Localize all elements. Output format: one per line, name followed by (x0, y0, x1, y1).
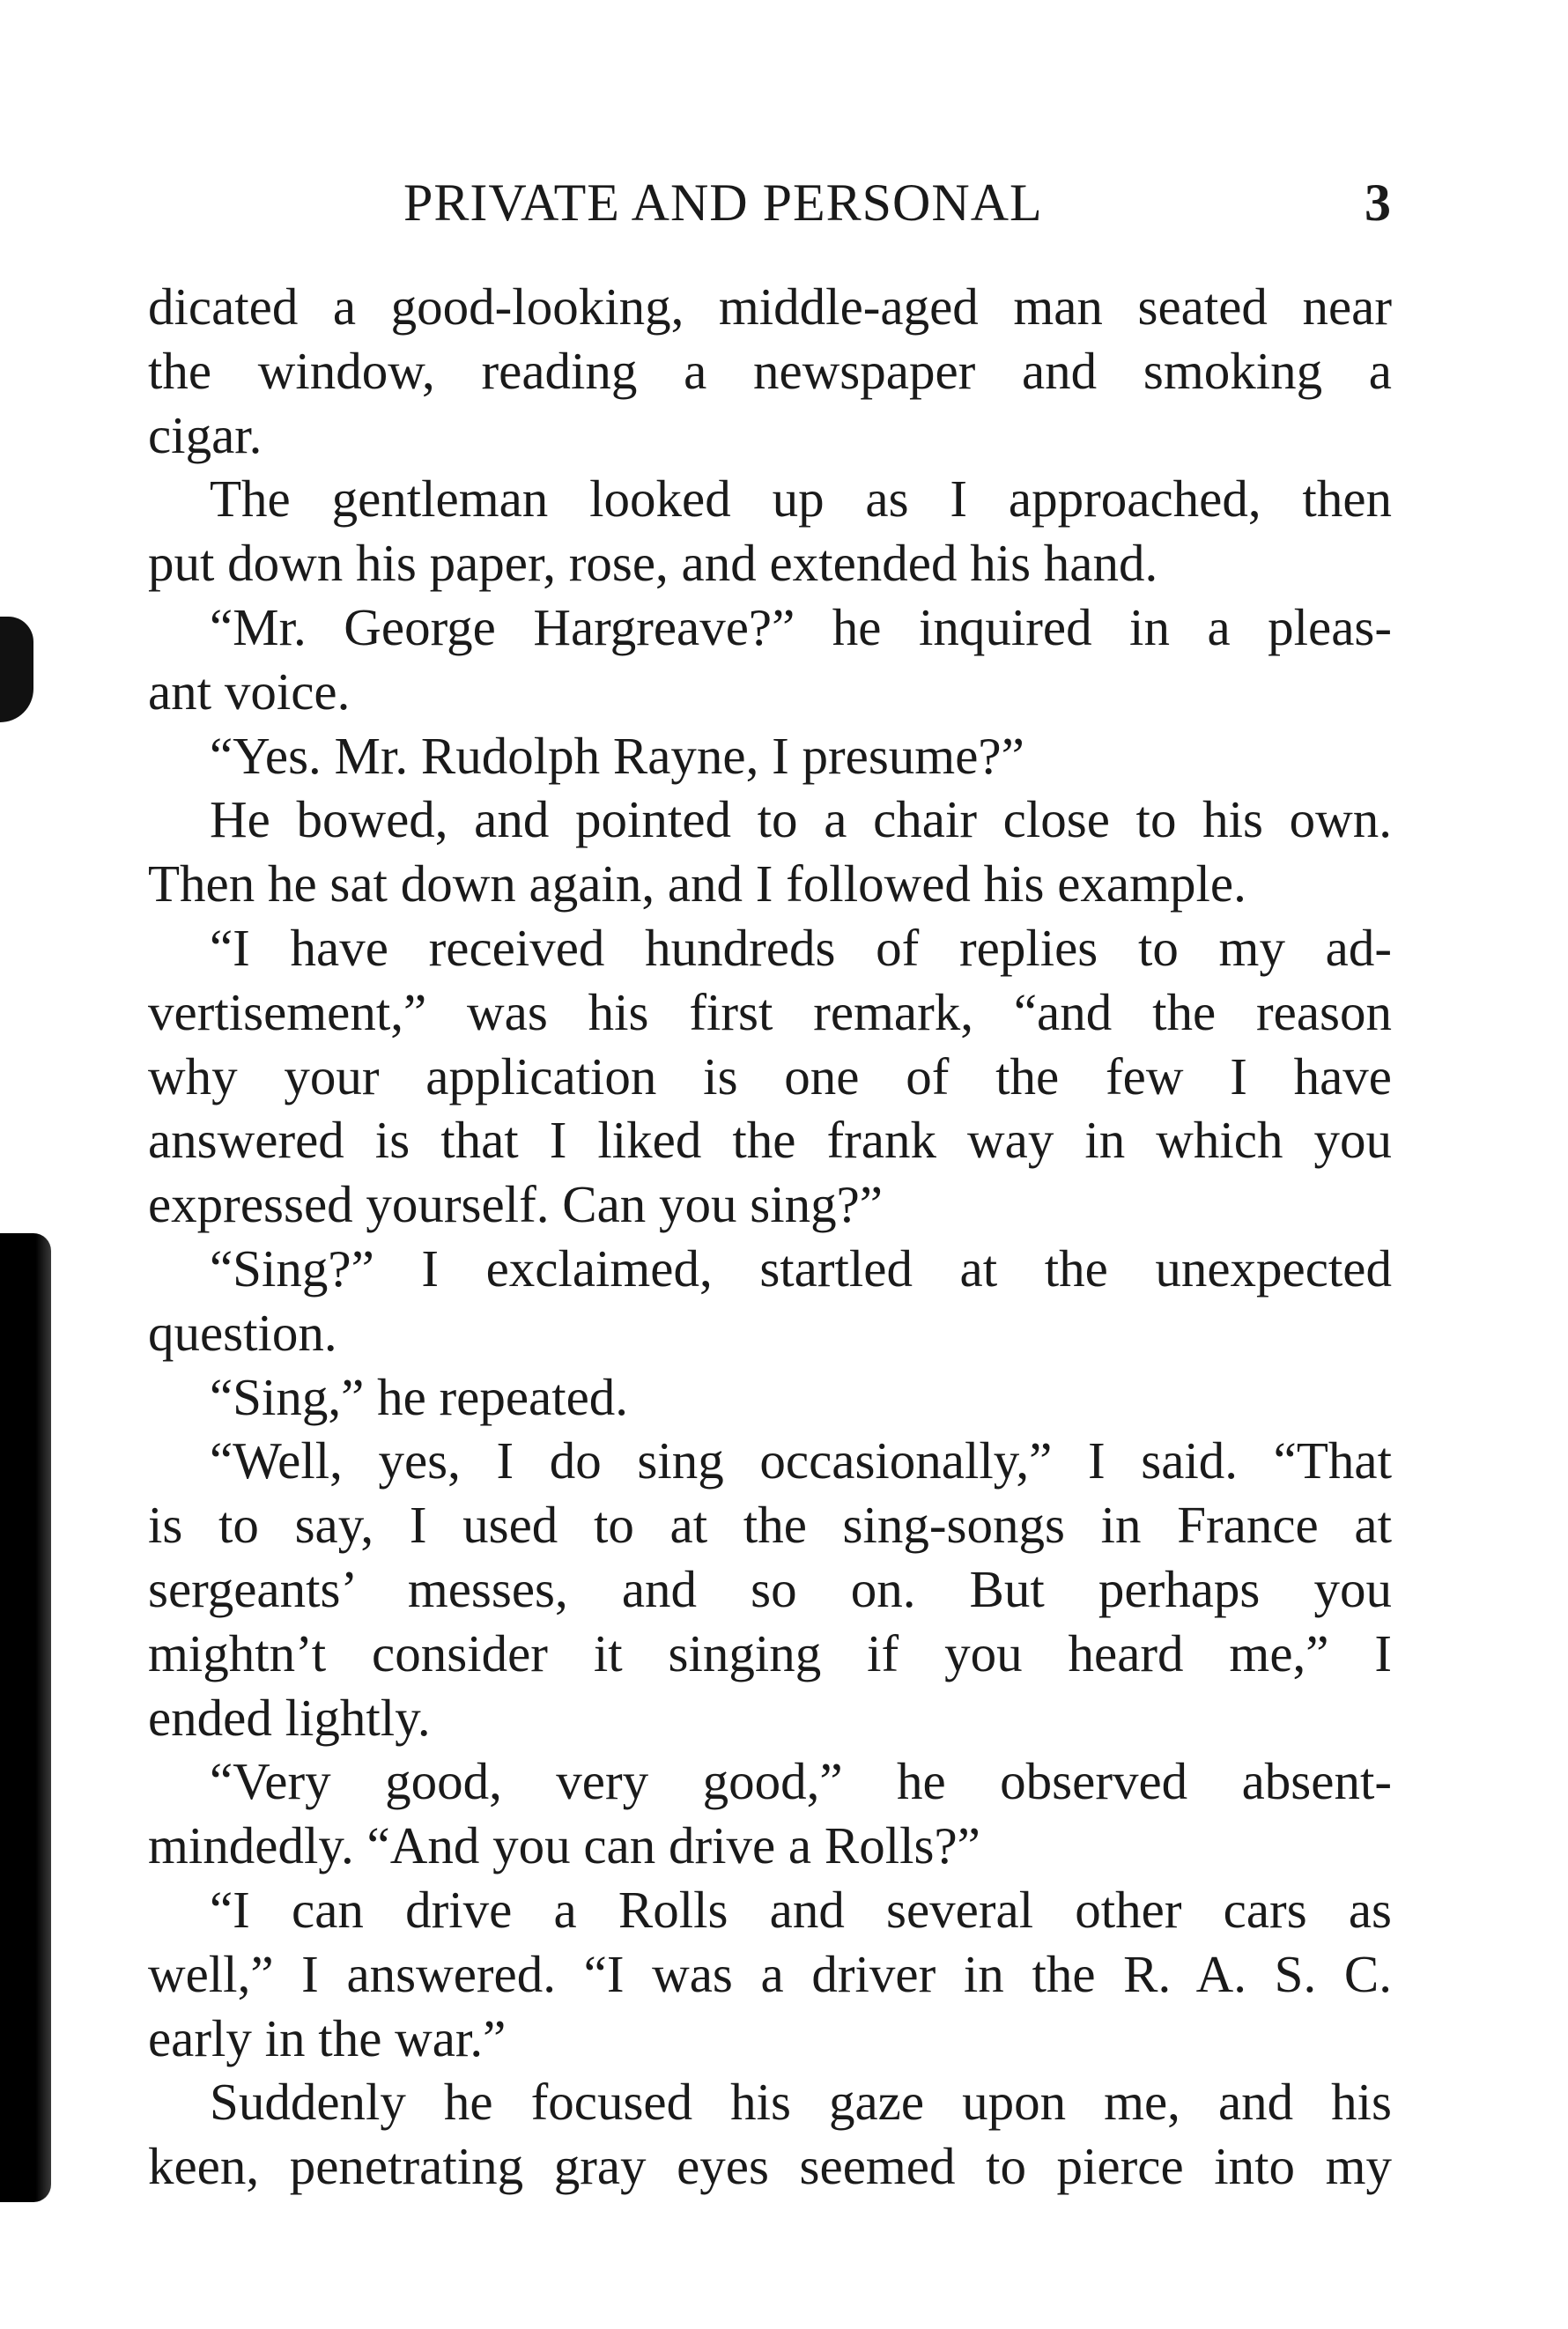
text-line: The gentleman looked up as I approached, then (210, 469, 1392, 529)
body-text (148, 275, 1392, 2199)
text-line: mindedly. “And you can drive a Rolls?” (148, 1816, 980, 1875)
text-line: “Mr. George Hargreave?” he inquired in a pleas- (210, 597, 1392, 656)
text-line: “Sing?” I exclaimed, startled at the unexpected (210, 1238, 1392, 1298)
text-line: well,” I answered. “I was a driver in the R. A. S. C. (148, 1944, 1392, 2003)
text-line: “Yes. Mr. Rudolph Rayne, I presume?” (210, 726, 1024, 785)
text-line: put down his paper, rose, and extended his hand. (148, 534, 1158, 593)
text-line: sergeants’ messes, and so on. But perhaps you (148, 1559, 1392, 1618)
text-line: why your application is one of the few I have (148, 1046, 1392, 1105)
text-line: “I can drive a Rolls and several other cars as (210, 1880, 1392, 1939)
text-line: answered is that I liked the frank way in which you (148, 1111, 1392, 1170)
text-line: mightn’t consider it singing if you heard me,” I (148, 1623, 1392, 1682)
page-number: 3 (1365, 174, 1392, 232)
text-line: He bowed, and pointed to a chair close to his own. (210, 790, 1392, 849)
text-line: cigar. (148, 405, 263, 464)
text-line: question. (148, 1303, 337, 1362)
text-line: “Very good, very good,” he observed absent- (210, 1752, 1392, 1811)
text-line: vertisement,” was his first remark, “and the reason (148, 982, 1392, 1041)
running-head: PRIVATE AND PERSONAL (403, 174, 1043, 232)
text-line: the window, reading a newspaper and smoking a (148, 341, 1392, 400)
text-line: Then he sat down again, and I followed his example. (148, 854, 1246, 913)
page-edge-shadow (0, 1233, 51, 2202)
text-line: ant voice. (148, 662, 351, 721)
text-line: “Sing,” he repeated. (210, 1367, 629, 1426)
text-line: expressed yourself. Can you sing?” (148, 1175, 883, 1234)
text-line: “I have received hundreds of replies to my ad- (210, 918, 1392, 977)
text-line: “Well, yes, I do sing occasionally,” I said. “That (210, 1431, 1392, 1490)
text-line: Suddenly he focused his gaze upon me, and his (210, 2073, 1392, 2132)
page-header (148, 167, 1392, 238)
text-line: early in the war.” (148, 2008, 507, 2067)
text-line: dicated a good-looking, middle-aged man seated near (148, 277, 1392, 336)
text-line: is to say, I used to at the sing-songs in France at (148, 1496, 1392, 1555)
page-edge-shadow (0, 617, 33, 722)
text-line: ended lightly. (148, 1688, 431, 1747)
text-line: keen, penetrating gray eyes seemed to pierce into my (148, 2137, 1392, 2196)
